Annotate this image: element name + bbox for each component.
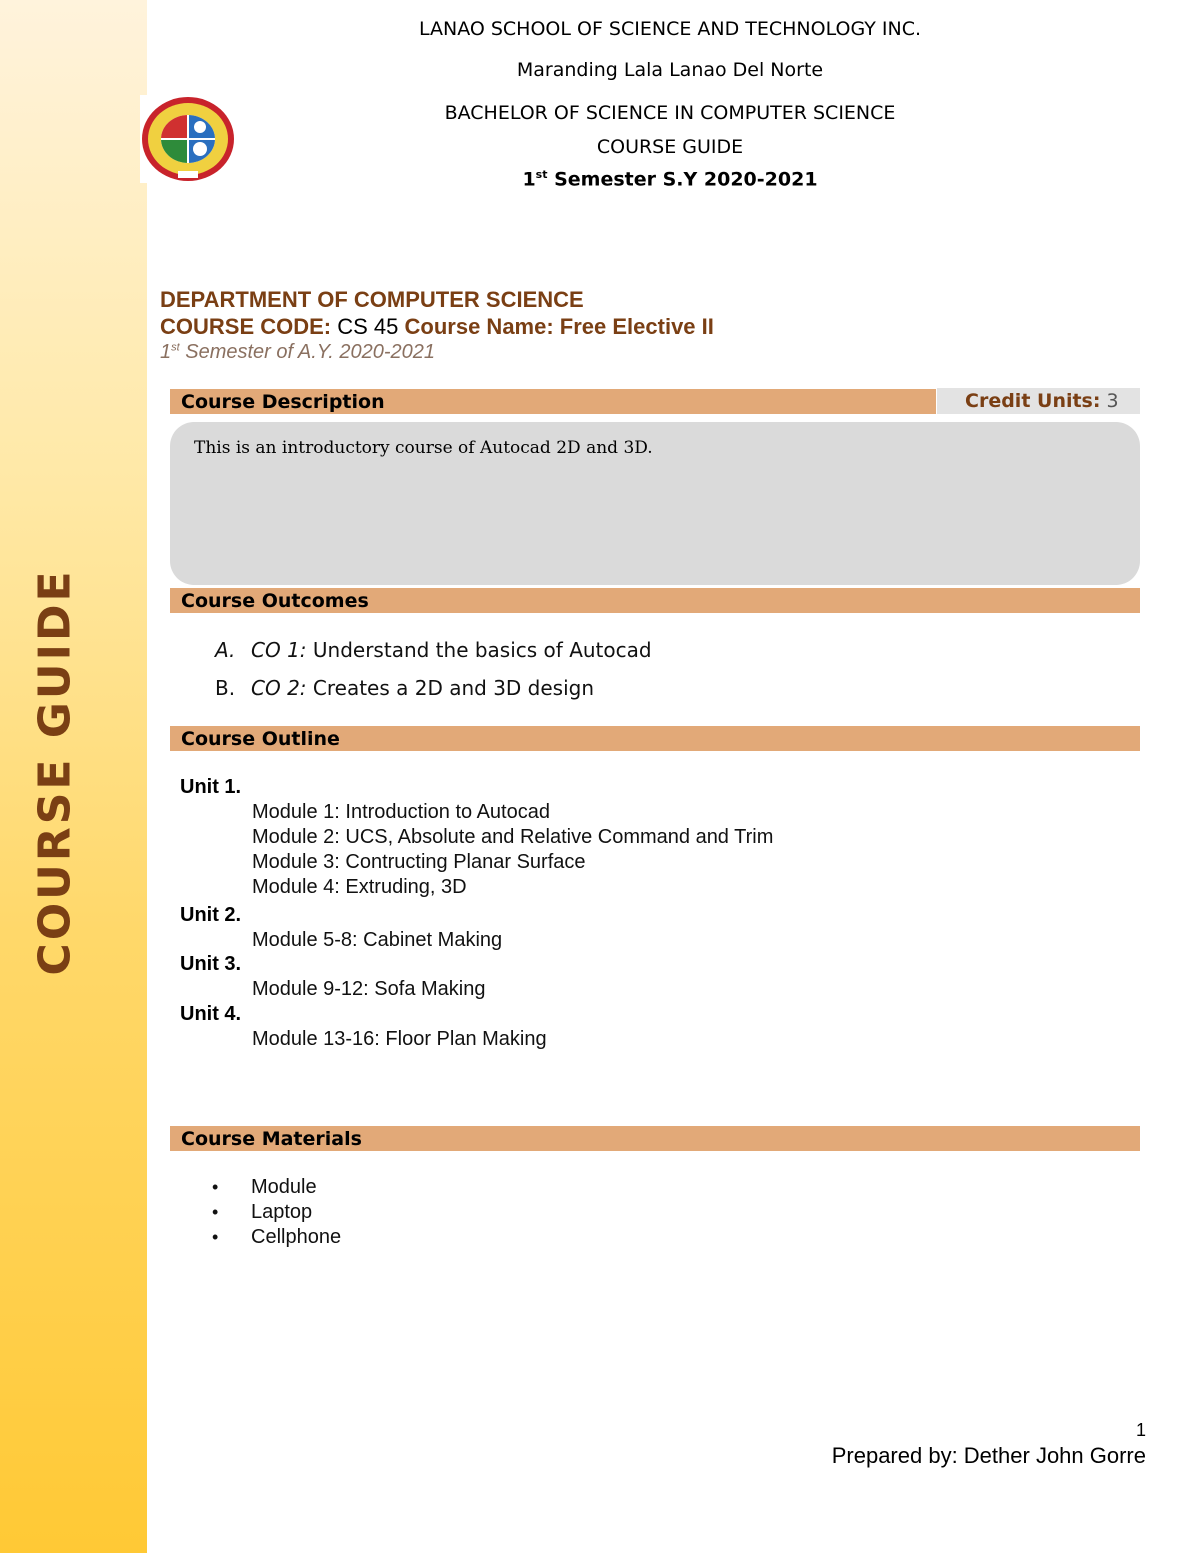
outcome-item: A. CO 1: Understand the basics of Autocad (215, 638, 652, 662)
school-address: Maranding Lala Lanao Del Norte (516, 59, 824, 81)
course-materials-heading: Course Materials (170, 1126, 1140, 1151)
module-item: Module 1: Introduction to Autocad (252, 801, 550, 823)
page-number: 1 (1135, 1420, 1146, 1440)
course-description-heading: Course Description (170, 389, 936, 414)
sidebar-band (0, 0, 147, 1553)
course-outcomes-heading: Course Outcomes (170, 588, 1140, 613)
description-box (170, 422, 1140, 585)
description-text: This is an introductory course of Autocad 2D and 3D. (194, 438, 653, 458)
module-item: Module 13-16: Floor Plan Making (252, 1028, 547, 1050)
credit-units: Credit Units: 3 (937, 388, 1140, 414)
module-item: Module 3: Contructing Planar Surface (252, 851, 586, 873)
material-item: • Cellphone (212, 1226, 342, 1248)
module-item: Module 9-12: Sofa Making (252, 978, 486, 1000)
department-name: DEPARTMENT OF COMPUTER SCIENCE (160, 287, 584, 312)
course-code-line: COURSE CODE: CS 45 Course Name: Free Elective II (160, 314, 714, 339)
course-outline-heading: Course Outline (170, 726, 1140, 751)
unit-title: Unit 1. (180, 776, 242, 798)
module-item: Module 5-8: Cabinet Making (252, 929, 503, 951)
module-item: Module 4: Extruding, 3D (252, 876, 467, 898)
academic-year: 1st Semester of A.Y. 2020-2021 (160, 341, 436, 363)
material-item: • Module (212, 1176, 317, 1198)
module-item: Module 2: UCS, Absolute and Relative Command and Trim (252, 826, 774, 848)
unit-title: Unit 2. (180, 904, 242, 926)
material-item: • Laptop (212, 1201, 313, 1223)
unit-title: Unit 4. (180, 1003, 242, 1025)
unit-title: Unit 3. (180, 953, 242, 975)
semester-line: 1st Semester S.Y 2020-2021 (522, 168, 818, 191)
prepared-by: Prepared by: Dether John Gorre (831, 1443, 1146, 1468)
doc-title: COURSE GUIDE (596, 136, 744, 158)
program-name: BACHELOR OF SCIENCE IN COMPUTER SCIENCE (444, 102, 896, 124)
outcome-item: B. CO 2: Creates a 2D and 3D design (215, 676, 595, 700)
sidebar-title: COURSE GUIDE (29, 568, 81, 976)
school-name: LANAO SCHOOL OF SCIENCE AND TECHNOLOGY INC. (418, 18, 922, 40)
